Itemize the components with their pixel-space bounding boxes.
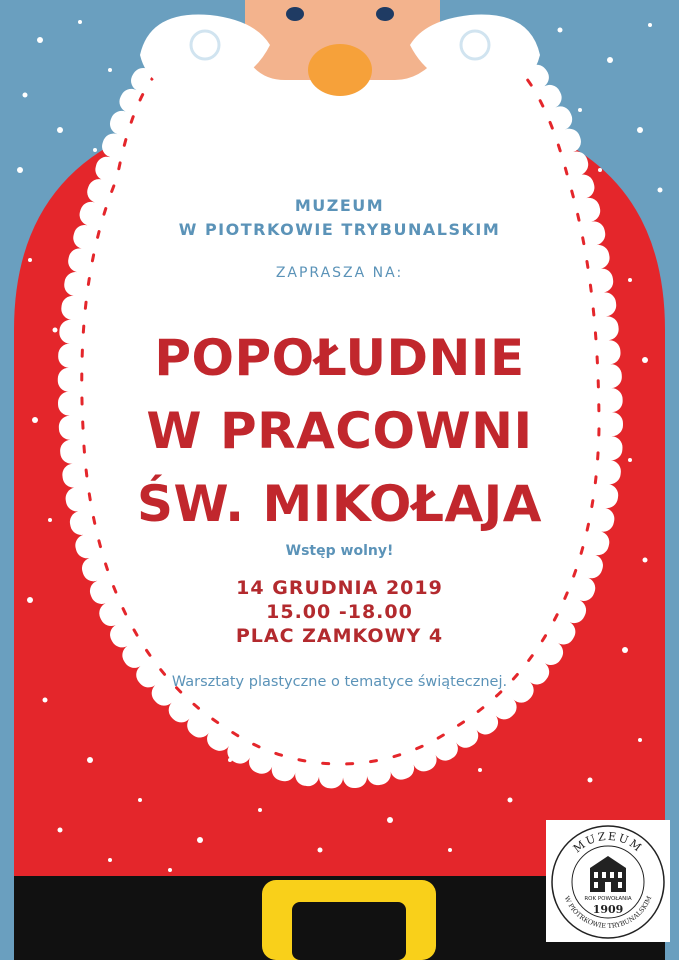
event-details	[0, 576, 679, 648]
logo-caption: ROK POWOŁANIA	[584, 896, 632, 902]
invite-text: ZAPRASZA NA:	[275, 265, 404, 281]
event-description: Warsztaty plastyczne o tematyce świątecznej.	[171, 674, 508, 690]
event-place: PLAC ZAMKOWY 4	[235, 625, 444, 647]
event-date: 14 GRUDNIA 2019	[236, 577, 443, 599]
title-line-1: POPOŁUDNIE	[154, 329, 525, 387]
free-entry-text: Wstęp wolny!	[285, 543, 394, 559]
building-icon	[590, 856, 626, 892]
santa-eye-left	[286, 7, 304, 21]
organizer-line-1: MUZEUM	[294, 196, 385, 215]
santa-eye-right	[376, 7, 394, 21]
santa-nose	[308, 44, 372, 96]
logo-year: 1909	[592, 903, 624, 916]
logo-top-text: MUZEUM	[570, 829, 646, 856]
organizer-line-2: W PIOTRKOWIE TRYBUNALSKIM	[178, 220, 501, 239]
logo-bottom-text: W PIOTRKOWIE TRYBUNALSKIM	[562, 894, 654, 931]
title-line-2: W PRACOWNI	[146, 402, 533, 460]
museum-logo	[546, 820, 670, 942]
event-time: 15.00 -18.00	[266, 601, 413, 623]
title-line-3: ŚW. MIKOŁAJA	[137, 475, 542, 533]
organizer	[0, 194, 679, 242]
event-title	[0, 322, 679, 541]
belt-buckle-inner	[292, 902, 406, 960]
